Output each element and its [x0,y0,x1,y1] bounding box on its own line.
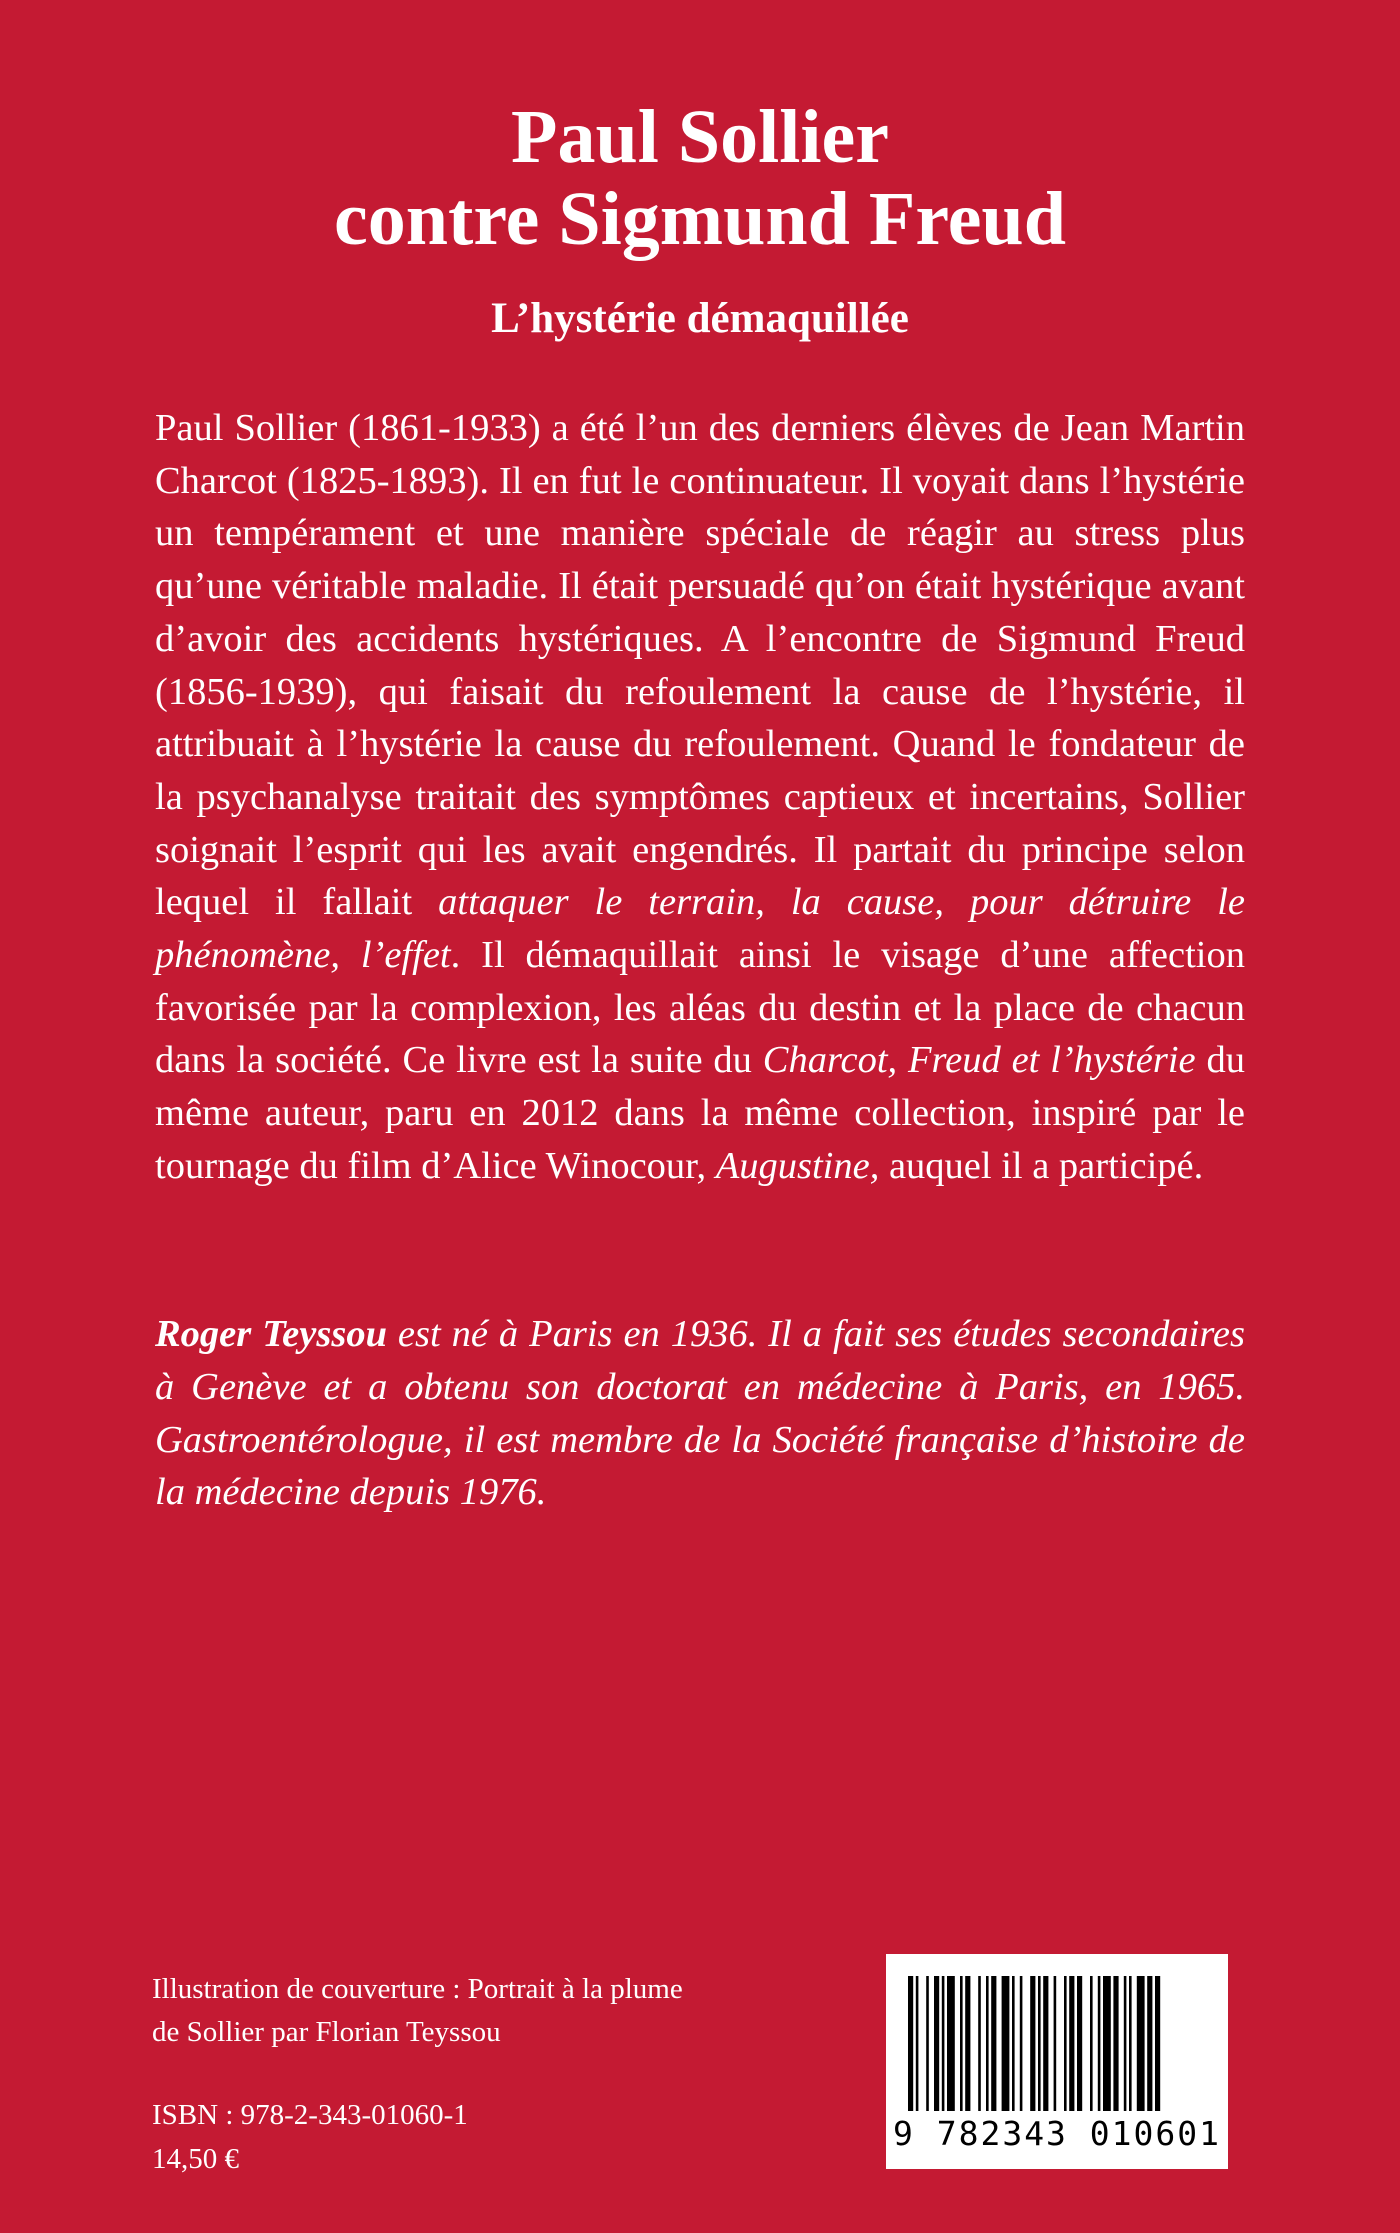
author-bio [155,1308,1245,1519]
summary-italic-quote: attaquer le terrain, la cause, pour détruire le phénomène, l’effet [155,881,1245,977]
price: 14,50 € [152,2143,239,2175]
title-block [0,96,1400,344]
illustration-credit [152,1968,792,2054]
summary-part-1: Paul Sollier (1861-1933) a été l’un des derniers élèves de Jean Martin Charcot (1825-1893). Il en fut le continuateur. Il voyait dans l’hystérie un tempérament et une manière spéciale de réagir au stress plus qu’une véritable maladie. Il était persuadé qu’on était hystérique avant d’avoir des accidents hystériques. A l’encontre de Sigmund Freud (1856-1939), qui faisait du refoulement la cause de l’hystérie, il attribuait à l’hystérie la cause du refoulement. Quand le fondateur de la psychanalyse traitait des symptômes captieux et incertains, Sollier soignait l’esprit qui les avait engendrés. Il partait du principe selon lequel il fallait [155,407,1245,924]
author-bio-body: est né à Paris en 1936. Il a fait ses études secondaires à Genève et a obtenu son doctorat en médecine à Paris, en 1965. Gastroentérologue, il est membre de la Société française d’histoire de la médecine depuis 1976. [155,1313,1245,1514]
summary-part-2: . Il démaquillait ainsi le visage d’une affection favorisée par la complexion, les aléas du destin et la place de chacun dans la société. Ce livre est la suite du [155,934,1245,1082]
isbn: ISBN : 978-2-343-01060-1 [152,2099,468,2131]
summary-part-3: du même auteur, paru en 2012 dans la même collection, inspiré par le tournage du film d’Alice Winocour, [155,1039,1245,1187]
author-name: Roger Teyssou [155,1313,387,1355]
book-subtitle: L’hystérie démaquillée [491,295,909,342]
summary-text [155,402,1245,1193]
book-title-line-2: contre Sigmund Freud [334,177,1066,261]
summary-italic-book-title: Charcot, Freud et l’hystérie [762,1039,1196,1082]
credit-line-2: de Sollier par Florian Teyssou [152,2016,501,2048]
barcode [886,1954,1228,2169]
barcode-digits: 9 782343 010601 [892,2114,1221,2153]
summary-part-4: auquel il a participé. [879,1144,1204,1187]
summary-italic-film-title: Augustine, [715,1144,880,1187]
author-bio-text [155,1308,1245,1519]
credit-line-1: Illustration de couverture : Portrait à la plume [152,1973,683,2005]
book-title-line-1: Paul Sollier [511,95,889,179]
summary-paragraph [155,402,1245,1193]
